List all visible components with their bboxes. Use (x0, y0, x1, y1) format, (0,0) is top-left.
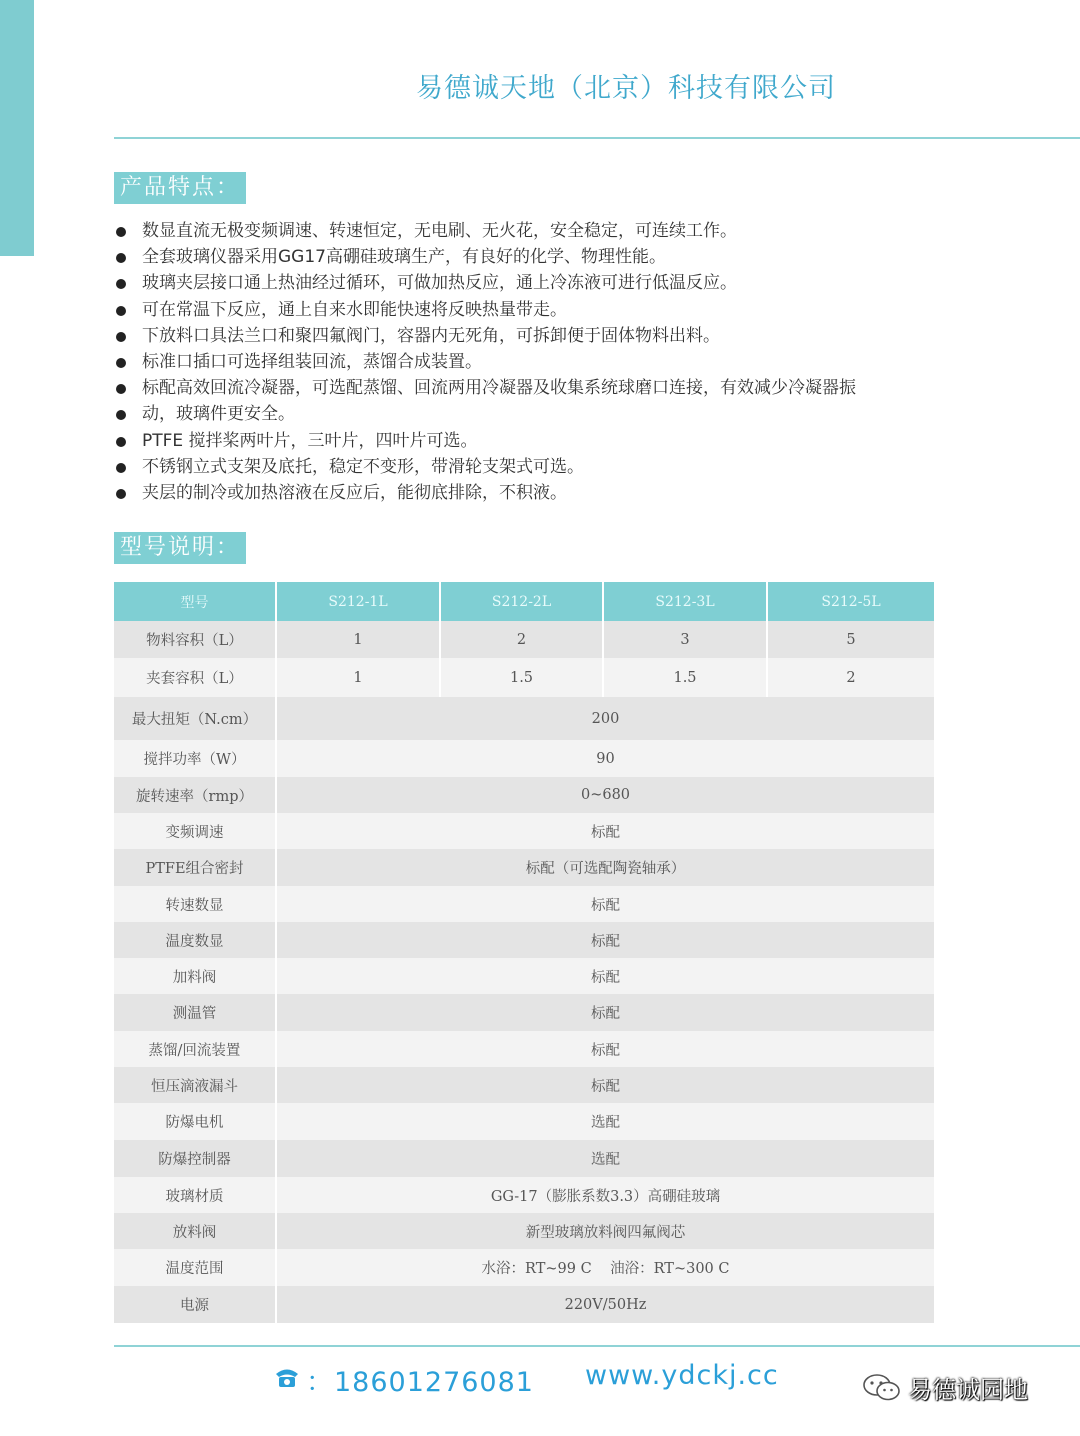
table-row (114, 886, 934, 922)
bullet-icon (116, 279, 126, 289)
table-cell: 标配 (276, 1067, 934, 1103)
table-row (114, 922, 934, 958)
bullet-icon (116, 463, 126, 473)
row-label: 蒸馏/回流装置 (114, 1031, 276, 1067)
feature-item (114, 480, 1014, 506)
table-header-row (114, 582, 934, 621)
feature-item (114, 297, 1014, 323)
table-row (114, 1213, 934, 1249)
table-row (114, 621, 934, 658)
feature-item (114, 428, 1014, 454)
feature-item (114, 218, 1014, 244)
table-cell: 220V/50Hz (276, 1286, 934, 1323)
table-row (114, 1067, 934, 1103)
table-cell: 1.5 (603, 658, 767, 697)
table-row (114, 1103, 934, 1140)
table-cell: 标配 (276, 994, 934, 1031)
table-row (114, 849, 934, 886)
table-cell: 标配 (276, 1031, 934, 1067)
feature-text: 可在常温下反应，通上自来水即能快速将反映热量带走。 (142, 299, 567, 320)
row-label: 温度范围 (114, 1249, 276, 1286)
row-label: 测温管 (114, 994, 276, 1031)
table-cell: 标配 (276, 886, 934, 922)
table-cell: 标配 (276, 958, 934, 994)
table-row (114, 1140, 934, 1177)
feature-text: 全套玻璃仪器采用GG17高硼硅玻璃生产，有良好的化学、物理性能。 (142, 247, 666, 268)
feature-text: 数显直流无极变频调速、转速恒定，无电刷、无火花，安全稳定，可连续工作。 (142, 221, 737, 241)
column-header: S212-5L (767, 582, 934, 621)
header-divider (114, 137, 1080, 139)
row-label: 加料阀 (114, 958, 276, 994)
table-cell: 选配 (276, 1103, 934, 1140)
row-label: 恒压滴液漏斗 (114, 1067, 276, 1103)
feature-text: 标准口插口可选择组装回流，蒸馏合成装置。 (142, 351, 482, 372)
feature-item (114, 454, 1014, 480)
table-cell: 1 (276, 658, 440, 697)
row-label: 放料阀 (114, 1213, 276, 1249)
feature-text: 下放料口具法兰口和聚四氟阀门，容器内无死角，可拆卸便于固体物料出料。 (142, 325, 720, 346)
model-spec-table (114, 582, 934, 1323)
footer-divider (114, 1345, 1080, 1347)
feature-text: 标配高效回流冷凝器，可选配蒸馏、回流两用冷凝器及收集系统球磨口连接，有效减少冷凝器振 (142, 378, 856, 399)
table-cell: 选配 (276, 1140, 934, 1177)
table-row (114, 697, 934, 740)
feature-item (114, 375, 1014, 401)
column-header: 型号 (114, 582, 276, 621)
features-list (114, 218, 1014, 506)
table-row (114, 994, 934, 1031)
bullet-icon (116, 253, 126, 263)
bullet-icon (116, 489, 126, 499)
bullet-icon (116, 332, 126, 342)
feature-item (114, 349, 1014, 375)
table-cell: 2 (767, 658, 934, 697)
column-header: S212-3L (603, 582, 767, 621)
table-cell: 标配（可选配陶瓷轴承） (276, 849, 934, 886)
table-cell: 200 (276, 697, 934, 740)
row-label: 物料容积（L） (114, 621, 276, 658)
column-header: S212-1L (276, 582, 440, 621)
table-row (114, 740, 934, 777)
feature-text: 夹层的制冷或加热溶液在反应后，能彻底排除，不积液。 (142, 482, 567, 503)
feature-text: 不锈钢立式支架及底托，稳定不变形，带滑轮支架式可选。 (142, 456, 584, 477)
bullet-icon (116, 437, 126, 447)
table-row (114, 777, 934, 813)
features-section-title: 产品特点： (114, 172, 246, 204)
table-row (114, 1031, 934, 1067)
table-cell: 2 (440, 621, 603, 658)
bullet-icon (116, 227, 126, 237)
telephone-icon (274, 1366, 300, 1388)
wechat-icon (862, 1372, 902, 1404)
table-row (114, 658, 934, 697)
row-label: 温度数显 (114, 922, 276, 958)
feature-item (114, 323, 1014, 349)
feature-item (114, 244, 1014, 270)
feature-item (114, 401, 1014, 427)
table-row (114, 1249, 934, 1286)
table-cell: 水浴：RT~99 C 油浴：RT~300 C (276, 1249, 934, 1286)
bullet-icon (116, 306, 126, 316)
feature-text: 玻璃夹层接口通上热油经过循环，可做加热反应，通上冷冻液可进行低温反应。 (142, 273, 737, 294)
column-header: S212-2L (440, 582, 603, 621)
phone-number[interactable]: ：18601276081 (306, 1367, 534, 1398)
table-row (114, 1177, 934, 1213)
row-label: 防爆控制器 (114, 1140, 276, 1177)
row-label: 防爆电机 (114, 1103, 276, 1140)
row-label: 夹套容积（L） (114, 658, 276, 697)
table-cell: 0~680 (276, 777, 934, 813)
row-label: 玻璃材质 (114, 1177, 276, 1213)
table-row (114, 813, 934, 849)
website-link[interactable]: www.ydckj.cc (585, 1360, 779, 1391)
table-cell: 标配 (276, 813, 934, 849)
models-section-title: 型号说明： (114, 532, 246, 564)
bullet-icon (116, 410, 126, 420)
table-cell: 90 (276, 740, 934, 777)
bullet-icon (116, 384, 126, 394)
table-cell: 新型玻璃放料阀四氟阀芯 (276, 1213, 934, 1249)
table-cell: 1 (276, 621, 440, 658)
row-label: 旋转速率（rmp） (114, 777, 276, 813)
table-cell: 标配 (276, 922, 934, 958)
table-cell: 1.5 (440, 658, 603, 697)
feature-item (114, 270, 1014, 296)
row-label: PTFE组合密封 (114, 849, 276, 886)
row-label: 搅拌功率（W） (114, 740, 276, 777)
table-row (114, 1286, 934, 1323)
company-name: 易德诚天地（北京）科技有限公司 (416, 73, 836, 104)
table-cell: 5 (767, 621, 934, 658)
bullet-icon (116, 358, 126, 368)
row-label: 电源 (114, 1286, 276, 1323)
row-label: 转速数显 (114, 886, 276, 922)
side-accent-bar (0, 0, 34, 256)
feature-text: 动，玻璃件更安全。 (142, 404, 295, 425)
wechat-account-name: 易德诚园地 (908, 1376, 1028, 1404)
table-cell: GG-17（膨胀系数3.3）高硼硅玻璃 (276, 1177, 934, 1213)
row-label: 最大扭矩（N.cm） (114, 697, 276, 740)
row-label: 变频调速 (114, 813, 276, 849)
feature-text: PTFE 搅拌桨两叶片，三叶片，四叶片可选。 (142, 430, 478, 451)
table-row (114, 958, 934, 994)
table-cell: 3 (603, 621, 767, 658)
